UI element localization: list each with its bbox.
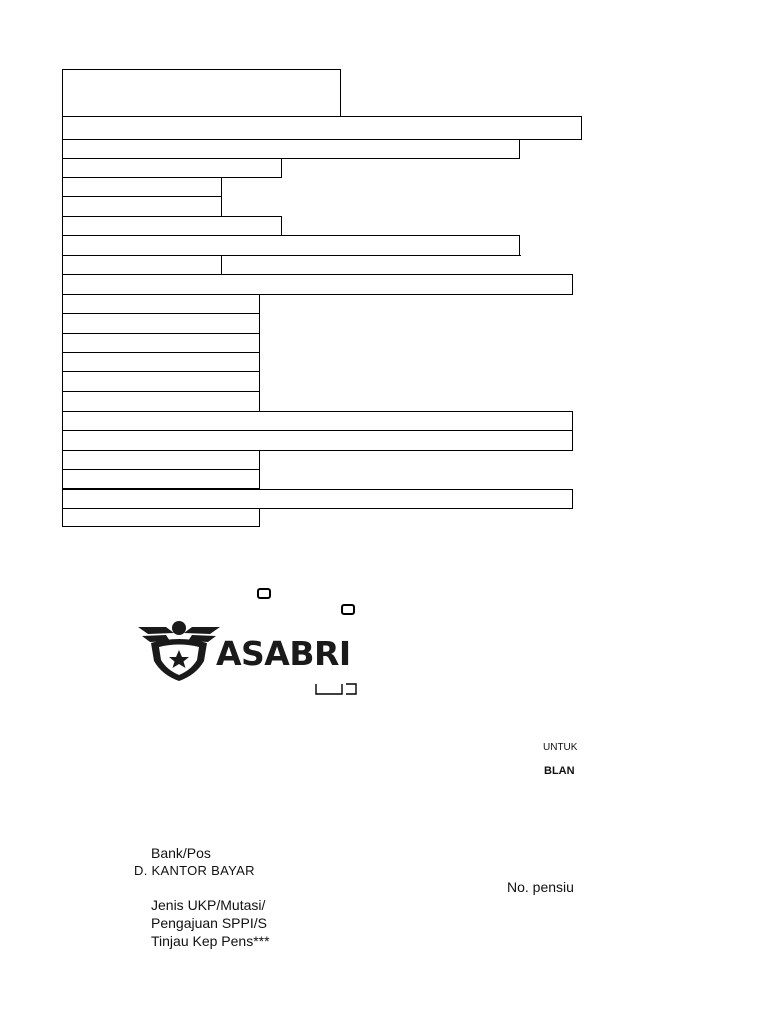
form-row-full [62,116,582,140]
kantor-bayar-label: D. KANTOR BAYAR [134,863,255,878]
form-header-box [62,69,341,117]
form-row-full [62,430,573,451]
form-row-medium [62,158,282,178]
form-label-cell [62,508,260,527]
checkbox-1[interactable] [257,588,271,599]
form-row-full [62,274,573,295]
blan-label: BLAN [544,765,575,777]
form-row-wide [62,139,520,159]
form-row-short [62,255,222,275]
form-label-cell [62,391,260,412]
small-outline-mark-icon [314,682,358,696]
form-label-cell [62,371,260,392]
checkbox-2[interactable] [341,604,355,615]
form-row-medium [62,216,282,236]
tinjau-kep-label: Tinjau Kep Pens*** [151,933,270,949]
asabri-logo [136,617,354,683]
jenis-ukp-label: Jenis UKP/Mutasi/ [151,897,266,913]
row-right-line [221,255,521,256]
eagle-shield-star-icon [136,617,222,683]
form-row-full [62,489,573,509]
no-pensiun-label: No. pensiu [507,879,574,895]
untuk-label: UNTUK [543,742,578,753]
form-label-cell [62,313,260,334]
form-label-cell [62,294,260,314]
logo-text: ASABRI [216,634,351,673]
pengajuan-sppi-label: Pengajuan SPPI/S [151,915,267,931]
form-row-wide [62,235,520,256]
form-label-cell [62,469,260,489]
bank-pos-label: Bank/Pos [151,845,211,861]
form-row-short [62,196,222,217]
form-row-short [62,177,222,197]
form-label-cell [62,450,260,470]
form-label-cell [62,333,260,353]
form-label-cell [62,352,260,372]
form-row-full [62,411,573,431]
